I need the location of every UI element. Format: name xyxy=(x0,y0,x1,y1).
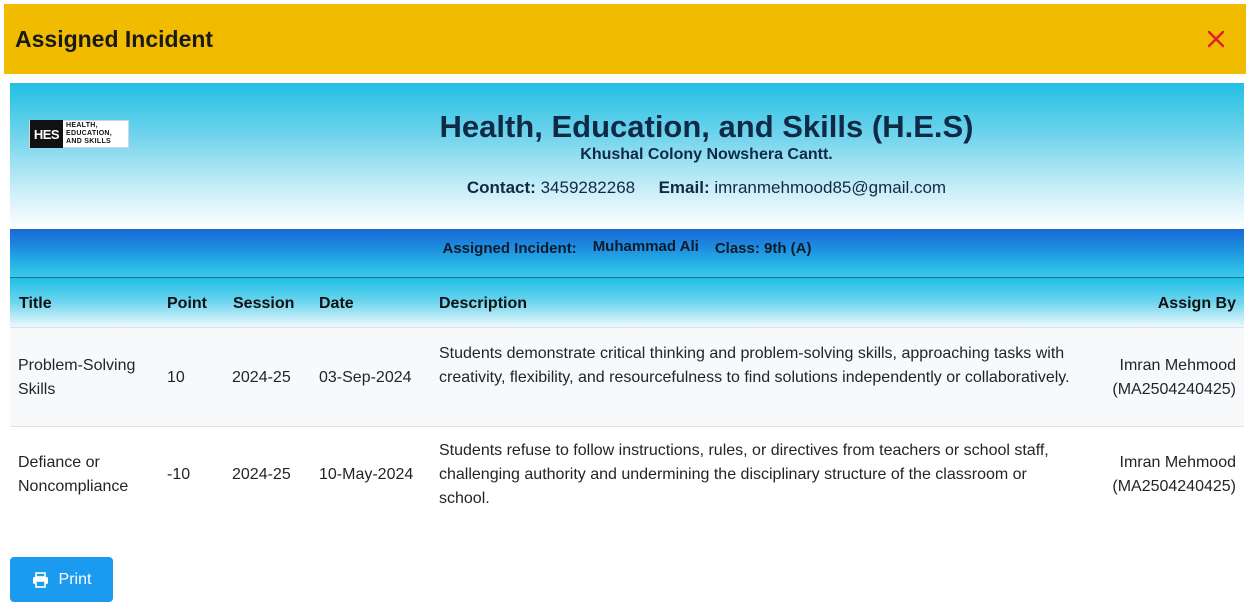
incident-info-bar xyxy=(10,229,1244,278)
row-description: Students refuse to follow instructions, rules, or directives from teachers or school staff, challenging authority and undermining the disciplinary structure of the classroom or school. xyxy=(439,442,1049,507)
student-class: Class: 9th (A) xyxy=(714,240,812,257)
header-description: Description xyxy=(439,295,528,312)
email-value: imranmehmood85@gmail.com xyxy=(714,178,947,197)
row-date: 03-Sep-2024 xyxy=(319,369,412,386)
incident-report xyxy=(10,83,1244,515)
table-row xyxy=(10,427,1244,526)
hes-logo xyxy=(29,120,129,148)
header-assign-by: Assign By xyxy=(1157,295,1236,312)
assign-name: Imran Mehmood xyxy=(1119,454,1236,471)
modal-header xyxy=(4,4,1246,74)
report-header xyxy=(10,83,1244,229)
row-point: -10 xyxy=(167,466,191,483)
logo-abbr: HES xyxy=(30,120,63,148)
logo-line-1: HEALTH, xyxy=(66,122,98,129)
header-session: Session xyxy=(233,295,295,312)
row-title: Problem-Solving Skills xyxy=(18,357,136,398)
header-title: Title xyxy=(19,295,52,312)
row-session: 2024-25 xyxy=(232,466,291,483)
row-description: Students demonstrate critical thinking and problem-solving skills, approaching tasks with creativity, flexibility, and resourcefulness to find solutions independently or collaboratively. xyxy=(439,345,1070,386)
organization-name: Health, Education, and Skills (H.E.S) xyxy=(439,109,974,144)
logo-line-2: EDUCATION, xyxy=(66,130,113,137)
contact-label: Contact: xyxy=(466,178,536,197)
incident-label: Assigned Incident: xyxy=(442,240,577,257)
row-assign-by xyxy=(1086,451,1236,499)
modal-title: Assigned Incident xyxy=(15,25,214,52)
table-header xyxy=(10,278,1244,328)
assign-id: (MA2504240425) xyxy=(1112,478,1236,495)
header-point: Point xyxy=(167,295,207,312)
row-assign-by xyxy=(1086,354,1236,402)
organization-contact xyxy=(390,178,1023,198)
print-button[interactable] xyxy=(10,557,113,602)
row-date: 10-May-2024 xyxy=(319,466,414,483)
email-label: Email: xyxy=(658,178,710,197)
row-title: Defiance or Noncompliance xyxy=(18,454,129,495)
close-button[interactable] xyxy=(1203,26,1229,52)
logo-text xyxy=(63,122,112,146)
row-session: 2024-25 xyxy=(232,369,291,386)
printer-icon xyxy=(32,572,49,588)
header-date: Date xyxy=(319,295,354,312)
row-point: 10 xyxy=(167,369,185,386)
student-name: Muhammad Ali xyxy=(592,238,699,255)
organization-address: Khushal Colony Nowshera Cantt. xyxy=(580,146,833,163)
logo-line-3: AND SKILLS xyxy=(66,138,111,145)
contact-value: 3459282268 xyxy=(540,178,636,197)
table-row xyxy=(10,328,1244,427)
assign-id: (MA2504240425) xyxy=(1112,381,1236,398)
assign-name: Imran Mehmood xyxy=(1119,357,1236,374)
close-icon xyxy=(1207,30,1225,48)
print-label: Print xyxy=(58,570,92,588)
